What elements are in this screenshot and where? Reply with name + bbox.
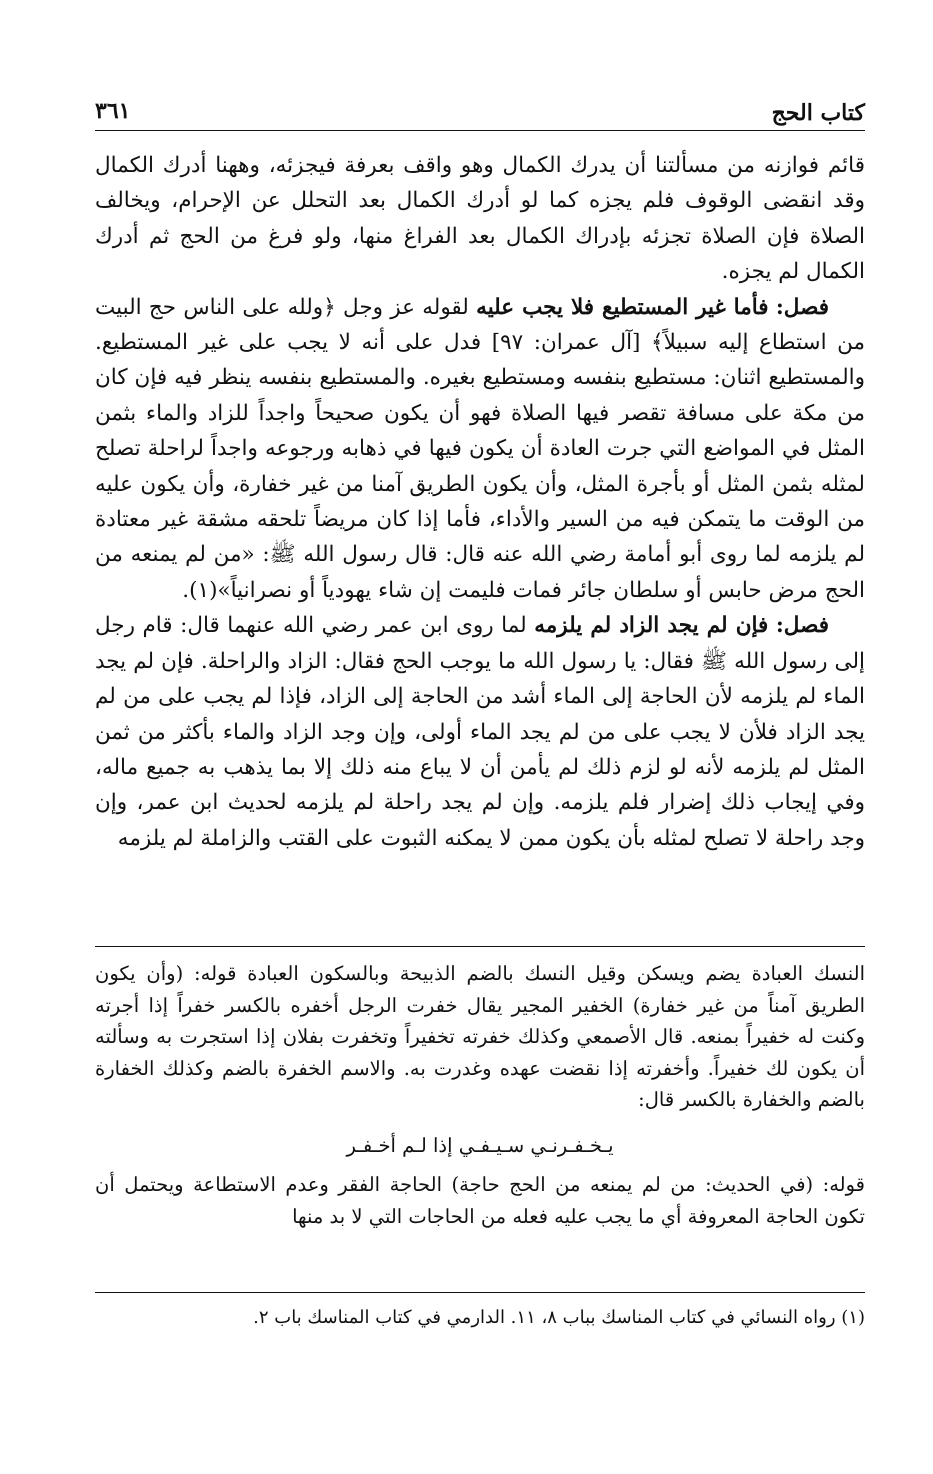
commentary-notes [95,958,865,1232]
paragraph-continuation: قائم فوازنه من مسألتنا أن يدرك الكمال وهو واقف بعرفة فيجزئه، وههنا أدرك الكمال وقد انقضى الوقوف فلم يجزه كما لو أدرك الكمال بعد التحلل عن الإحرام، ويخالف الصلاة فإن الصلاة تجزئه بإدراك الكمال بعد الفراغ منها، ولو فرغ من الحج ثم أدرك الكمال لم يجزه. [95,153,865,285]
note-paragraph: قوله: (في الحديث: من لم يمنعه من الحج حاجة) الحاجة الفقر وعدم الاستطاعة ويحتمل أن تكون الحاجة المعروفة أي ما يجب عليه فعله من الحاجات التي لا بد منها [95,1173,865,1228]
poetry-verse: يـخـفـرنـي سـيـفـي إذا لـم أخـفـر [346,1133,614,1157]
main-text [95,148,865,856]
paragraph-text: لما روى ابن عمر رضي الله عنهما قال: قام رجل إلى رسول الله ﷺ فقال: يا رسول الله ما يوجب الحج فقال: الزاد والراحلة. فإن لم يجد الماء لم يلزمه لأن الحاجة إلى الماء أشد من الحاجة إلى الزاد، فإذا لم يجب على من لم يجد الزاد فلأن لا يجب على من لم يجد الماء أولى، وإن وجد الزاد والماء بأكثر من ثمن المثل لم يلزمه لأنه لو لزم ذلك لم يأمن أن لا يباع منه ذلك إلا بما يذهب به جميع ماله، وفي إيجاب ذلك إضرار فلم يلزمه. وإن لم يجد راحلة لم يلزمه لحديث ابن عمر، وإن وجد راحلة لا تصلح لمثله بأن يكون ممن لا يمكنه الثبوت على القتب والزاملة لم يلزمه [95,613,865,851]
section-paragraph-2 [95,608,865,856]
section-label: فصل: [775,294,830,320]
book-title: كتاب الحج [771,100,865,126]
footnote-divider [95,1292,865,1293]
notes-divider [95,946,865,947]
note-paragraph: النسك العبادة يضم ويسكن وقيل النسك بالضم الذبيحة وبالسكون العبادة قوله: (وأن يكون الطريق آمناً من غير خفارة) الخفير المجير يقال خفرت الرجل أخفره بالكسر خفراً إذا أجرته وكنت له خفيراً بمنعه. قال الأصمعي وكذلك خفرته تخفيراً وتخفرت بفلان إذا استجرت به وسألته أن يكون لك خفيراً. وأخفرته إذا نقضت عهده وغدرت به. والاسم الخفرة بالضم وكذلك الخفارة بالضم والخفارة بالكسر قال: [95,962,865,1111]
paragraph-text: لقوله عز وجل ﴿ولله على الناس حج البيت من استطاع إليه سبيلاً﴾ [آل عمران: ٩٧] فدل على أنه لا يجب على غير المستطيع. والمستطيع اثنان: مستطيع بنفسه ومستطيع بغيره. والمستطيع بنفسه ينظر فيه فإن كان من مكة على مسافة تقصر فيها الصلاة فهو أن يكون صحيحاً واجداً للزاد والماء بثمن المثل في المواضع التي جرت العادة أن يكون فيها في ذهابه ورجوعه واجداً لراحلة تصلح لمثله بثمن المثل أو بأجرة المثل، وأن يكون الطريق آمنا من غير خفارة، وأن يكون عليه من الوقت ما يتمكن فيه من السير والأداء، فأما إذا كان مريضاً تلحقه مشقة غير معتادة لم يلزمه لما روى أبو أمامة رضي الله عنه قال: قال رسول الله ﷺ: «من لم يمنعه من الحج مرض حابس أو سلطان جائر فمات فليمت إن شاء يهودياً أو نصرانياً»(١). [95,294,865,603]
footnote: (١) رواه النسائي في كتاب المناسك بباب ٨، ١١. الدارمي في كتاب المناسك باب ٢. [253,1307,865,1328]
section-label: فصل: [775,613,829,639]
page-number: ٣٦١ [95,98,131,124]
page-header [95,92,865,131]
matn-phrase: فأما غير المستطيع فلا يجب عليه [476,294,769,320]
section-paragraph-1 [95,290,865,609]
matn-phrase: فإن لم يجد الزاد لم يلزمه [534,613,769,639]
